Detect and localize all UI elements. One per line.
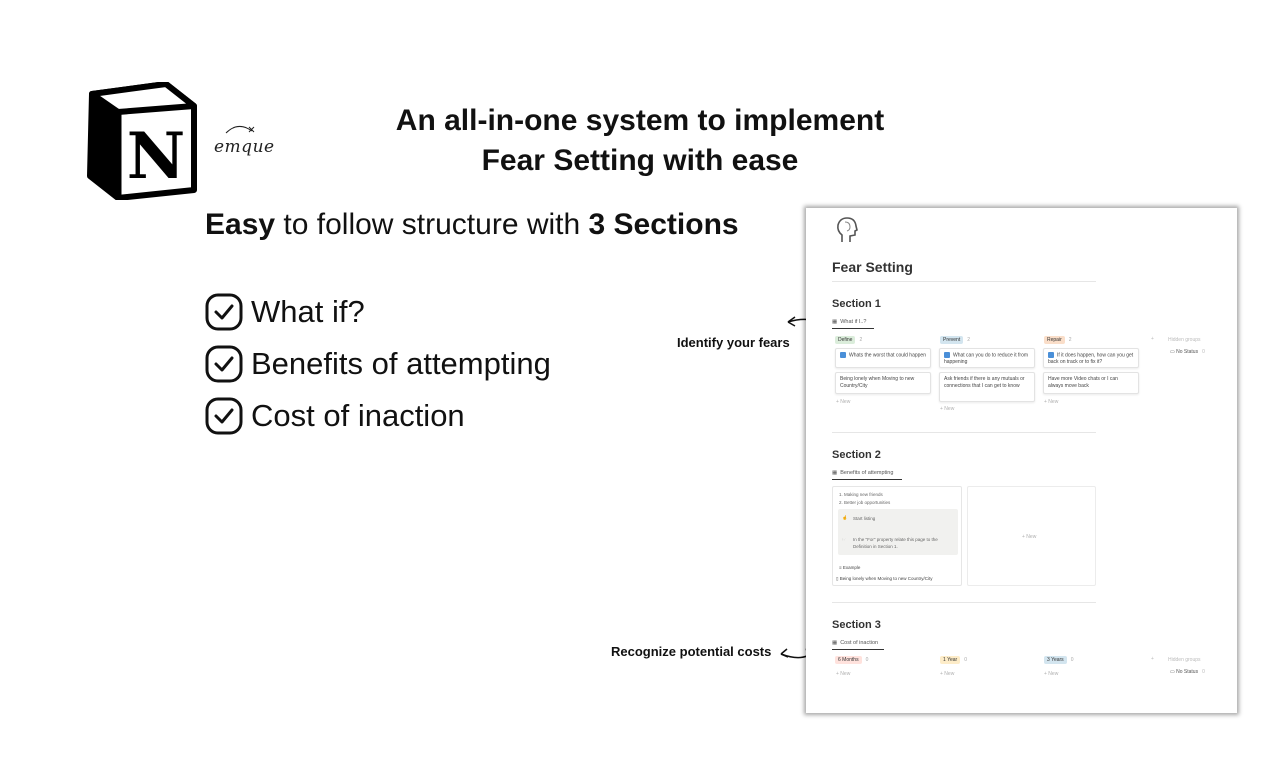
view-tab-underline: [832, 649, 884, 650]
new-card-button[interactable]: + New: [836, 671, 851, 677]
table-icon: ▦: [832, 640, 838, 646]
hidden-groups-label[interactable]: Hidden groups: [1168, 337, 1201, 343]
subheading-bold-start: Easy: [205, 208, 276, 241]
feature-item: [205, 286, 551, 338]
section-2-title: Section 2: [832, 449, 881, 461]
add-group-icon[interactable]: +: [1151, 336, 1154, 342]
view-tab-label: Cost of inaction: [840, 640, 879, 646]
feature-item: [205, 390, 551, 442]
feature-item: [205, 338, 551, 390]
status-tag: 3 Years: [1044, 656, 1067, 664]
card-text: Ask friends if there is any mutuals or connections that I can get to know: [944, 376, 1025, 389]
feature-label: What if?: [251, 294, 365, 329]
view-tab-label: What if I..?: [840, 319, 867, 325]
example-label: [839, 565, 860, 570]
status-tag: Repair: [1044, 336, 1065, 344]
page-icon: ▯: [836, 576, 840, 581]
no-status-label: No Status: [1176, 349, 1199, 355]
no-status-count: 0: [1202, 349, 1205, 355]
card-text: Being lonely when Moving to new Country/City: [840, 376, 915, 389]
list-icon: ≡: [839, 565, 843, 570]
card-text: What can you do to reduce it from happening: [944, 352, 1029, 366]
new-card-button[interactable]: + New: [1022, 534, 1037, 540]
question-icon: [840, 352, 846, 358]
add-group-icon[interactable]: +: [1151, 656, 1154, 662]
question-icon: [944, 352, 950, 358]
checkbox-checked-icon: [205, 397, 243, 435]
board-card[interactable]: [835, 372, 931, 394]
question-icon: [1048, 352, 1054, 358]
column-count: 0: [865, 657, 869, 663]
new-card-button[interactable]: + New: [940, 671, 955, 677]
column-header-define: [835, 336, 862, 344]
no-status-count: 0: [1202, 669, 1205, 675]
column-header-prevent: [940, 336, 970, 344]
divider: [832, 281, 1096, 282]
hidden-groups-label[interactable]: Hidden groups: [1168, 657, 1201, 663]
view-tab-label: Benefits of attempting: [840, 470, 894, 476]
benefits-gallery-card[interactable]: [832, 486, 962, 586]
card-text: If it does happen, how can you get back on track or to fix it?: [1048, 352, 1134, 366]
pointing-hand-icon: ☞: [842, 537, 847, 542]
notion-logo: [84, 82, 198, 200]
view-tab-what-if[interactable]: [832, 319, 867, 325]
board-card[interactable]: [835, 348, 931, 368]
board-card[interactable]: [939, 372, 1035, 402]
column-header-1-year: [940, 656, 967, 664]
table-icon: ▦: [832, 319, 838, 325]
status-tag: 6 Months: [835, 656, 862, 664]
inbox-icon: ▭: [1170, 349, 1177, 355]
subheading-middle: to follow structure with: [275, 208, 589, 241]
view-tab-underline: [832, 328, 874, 329]
status-tag: Prevent: [940, 336, 963, 344]
board-card[interactable]: [1043, 372, 1139, 394]
headline: [340, 101, 940, 181]
new-card-button[interactable]: + New: [1044, 399, 1059, 405]
feature-list: [205, 286, 551, 442]
new-gallery-card[interactable]: [967, 486, 1096, 586]
callout-text: Start listing: [853, 516, 876, 521]
annotation-costs: Recognize potential costs: [611, 644, 772, 659]
annotation-fears: Identify your fears: [677, 335, 790, 350]
emque-brand: [214, 123, 276, 163]
inbox-icon: ▭: [1170, 669, 1177, 675]
brand-name: emque: [214, 137, 275, 157]
callout-text: In the "For" property relate this page to the: [853, 537, 938, 542]
status-tag: Define: [835, 336, 855, 344]
section-1-title: Section 1: [832, 298, 881, 310]
status-tag: 1 Year: [940, 656, 960, 664]
checkbox-checked-icon: [205, 293, 243, 331]
feature-label: Cost of inaction: [251, 398, 465, 433]
view-tab-underline: [832, 479, 902, 480]
subheading-bold-end: 3 Sections: [588, 208, 739, 241]
no-status-group[interactable]: [1170, 349, 1205, 355]
brand-swoosh-icon: [224, 123, 258, 137]
divider: [832, 602, 1096, 603]
example-link[interactable]: [836, 576, 933, 582]
card-text: Whats the worst that could happen: [849, 352, 926, 359]
example-link-text: Being lonely when Moving to new Country/City: [839, 576, 933, 581]
board-card[interactable]: [1043, 348, 1139, 368]
subheading: [205, 208, 739, 242]
page-title: Fear Setting: [832, 259, 913, 275]
new-card-button[interactable]: + New: [836, 399, 851, 405]
callout-block: [838, 509, 958, 555]
column-count: 2: [859, 337, 863, 343]
new-card-button[interactable]: + New: [940, 406, 955, 412]
benefit-item: 2. Better job opportunities: [839, 500, 891, 505]
column-count: 2: [1068, 337, 1072, 343]
view-tab-cost[interactable]: [832, 640, 878, 646]
checkbox-checked-icon: [205, 345, 243, 383]
new-card-button[interactable]: + New: [1044, 671, 1059, 677]
card-text: Have more Video chats or I can always move back: [1048, 376, 1118, 389]
notion-page-screenshot: [806, 208, 1237, 713]
column-header-3-years: [1044, 656, 1073, 664]
column-header-6-months: [835, 656, 868, 664]
callout-text: Definition in Section 1.: [853, 544, 898, 549]
column-count: 2: [967, 337, 971, 343]
board-card[interactable]: [939, 348, 1035, 368]
no-status-label: No Status: [1176, 669, 1199, 675]
column-count: 0: [964, 657, 967, 663]
divider: [832, 432, 1096, 433]
notion-logo-letter: N: [126, 119, 186, 194]
no-status-group[interactable]: [1170, 669, 1205, 675]
table-icon: ▦: [832, 470, 838, 476]
pointing-hand-icon: ☝: [842, 515, 848, 520]
column-header-repair: [1044, 336, 1072, 344]
headline-line-2: Fear Setting with ease: [481, 144, 799, 177]
view-tab-benefits[interactable]: [832, 470, 893, 476]
head-profile-icon: [836, 216, 858, 244]
headline-line-1: An all-in-one system to implement: [395, 104, 885, 137]
example-text: Example: [842, 565, 861, 570]
column-count: 0: [1070, 657, 1074, 663]
section-3-title: Section 3: [832, 619, 881, 631]
feature-label: Benefits of attempting: [251, 346, 551, 381]
benefit-item: 1. Making new friends: [839, 492, 883, 497]
